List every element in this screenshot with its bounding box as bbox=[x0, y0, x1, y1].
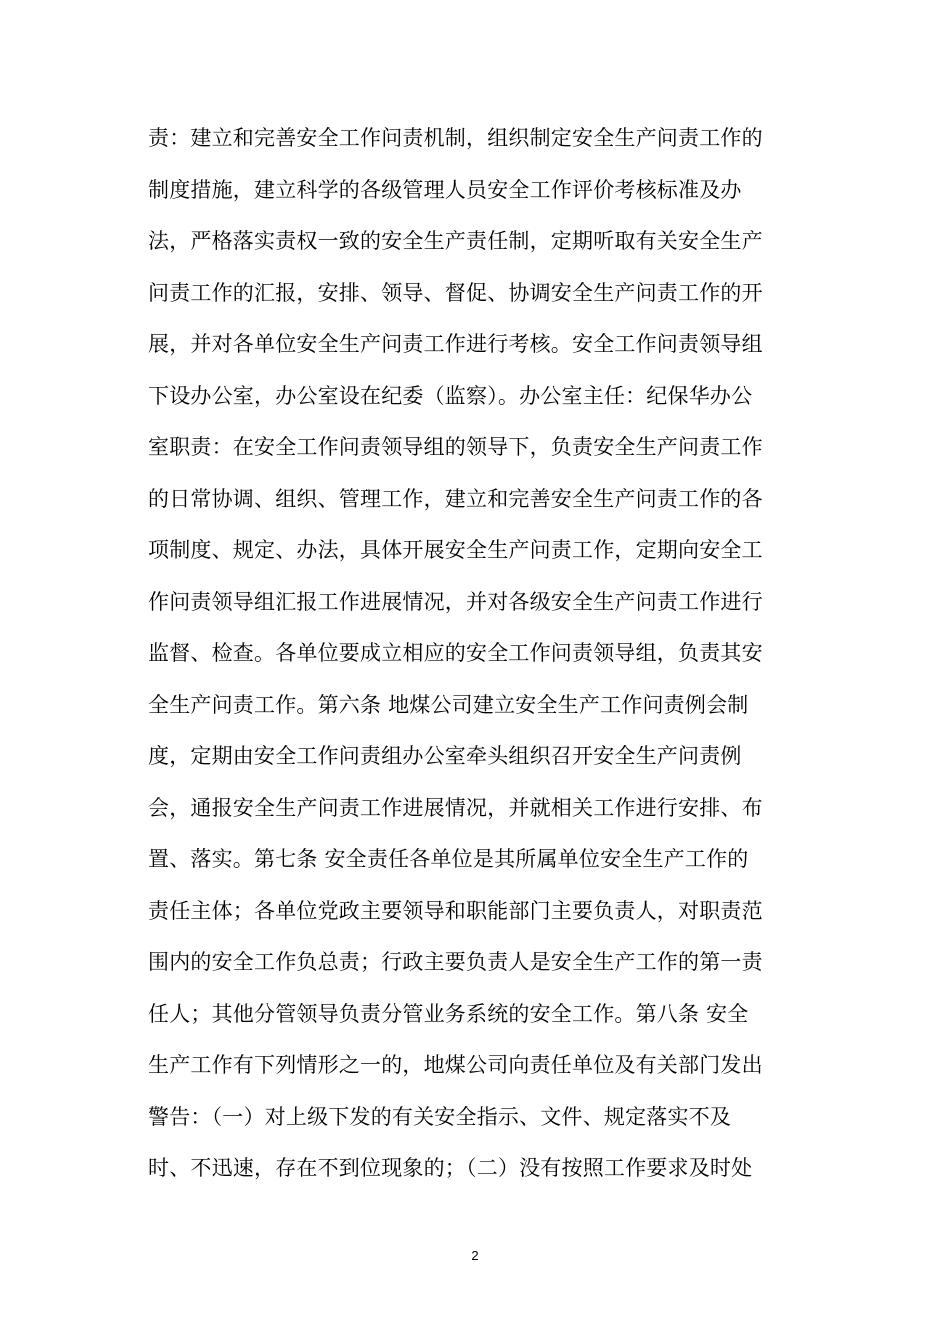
text-line: 度，定期由安全工作问责组办公室牵头组织召开安全生产问责例 bbox=[148, 744, 742, 768]
text-line: 任人；其他分管领导负责分管业务系统的安全工作。第八条 安全 bbox=[148, 1001, 749, 1026]
text-line: 监督、检查。各单位要成立相应的安全工作问责领导组，负责其安 bbox=[148, 641, 763, 665]
text-line: 展，并对各单位安全生产问责工作进行考核。安全工作问责领导组 bbox=[148, 332, 763, 356]
text-line: 问责工作的汇报，安排、领导、督促、协调安全生产问责工作的开 bbox=[148, 280, 763, 305]
text-line: 生产工作有下列情形之一的，地煤公司向责任单位及有关部门发出 bbox=[148, 1053, 763, 1077]
text-line: 下设办公室，办公室设在纪委（监察）。办公室主任：纪保华办公 bbox=[148, 383, 753, 408]
text-line: 的日常协调、组织、管理工作，建立和完善安全生产问责工作的各 bbox=[148, 486, 763, 511]
body-text bbox=[148, 118, 808, 1200]
text-line: 责任主体；各单位党政主要领导和职能部门主要负责人，对职责范 bbox=[148, 898, 763, 923]
text-line: 时、不迅速，存在不到位现象的；（二）没有按照工作要求及时处 bbox=[148, 1156, 753, 1180]
text-line: 责：建立和完善安全工作问责机制，组织制定安全生产问责工作的 bbox=[148, 126, 763, 150]
text-line: 法，严格落实责权一致的安全生产责任制，定期听取有关安全生产 bbox=[148, 229, 763, 253]
text-line: 围内的安全工作负总责；行政主要负责人是安全生产工作的第一责 bbox=[148, 950, 763, 974]
text-line: 警告：（一）对上级下发的有关安全指示、文件、规定落实不及 bbox=[148, 1104, 732, 1129]
text-line: 作问责领导组汇报工作进展情况，并对各级安全生产问责工作进行 bbox=[148, 589, 763, 614]
text-line: 会，通报安全生产问责工作进展情况，并就相关工作进行安排、布 bbox=[148, 795, 763, 820]
text-line: 置、落实。第七条 安全责任各单位是其所属单位安全生产工作的 bbox=[148, 847, 749, 871]
text-line: 项制度、规定、办法，具体开展安全生产问责工作，定期向安全工 bbox=[148, 538, 763, 562]
text-line: 制度措施，建立科学的各级管理人员安全工作评价考核标准及办 bbox=[148, 177, 742, 202]
text-line: 室职责：在安全工作问责领导组的领导下，负责安全生产问责工作 bbox=[148, 435, 763, 459]
text-line: 全生产问责工作。第六条 地煤公司建立安全生产工作问责例会制 bbox=[148, 692, 749, 717]
page-number: 2 bbox=[471, 1248, 479, 1263]
